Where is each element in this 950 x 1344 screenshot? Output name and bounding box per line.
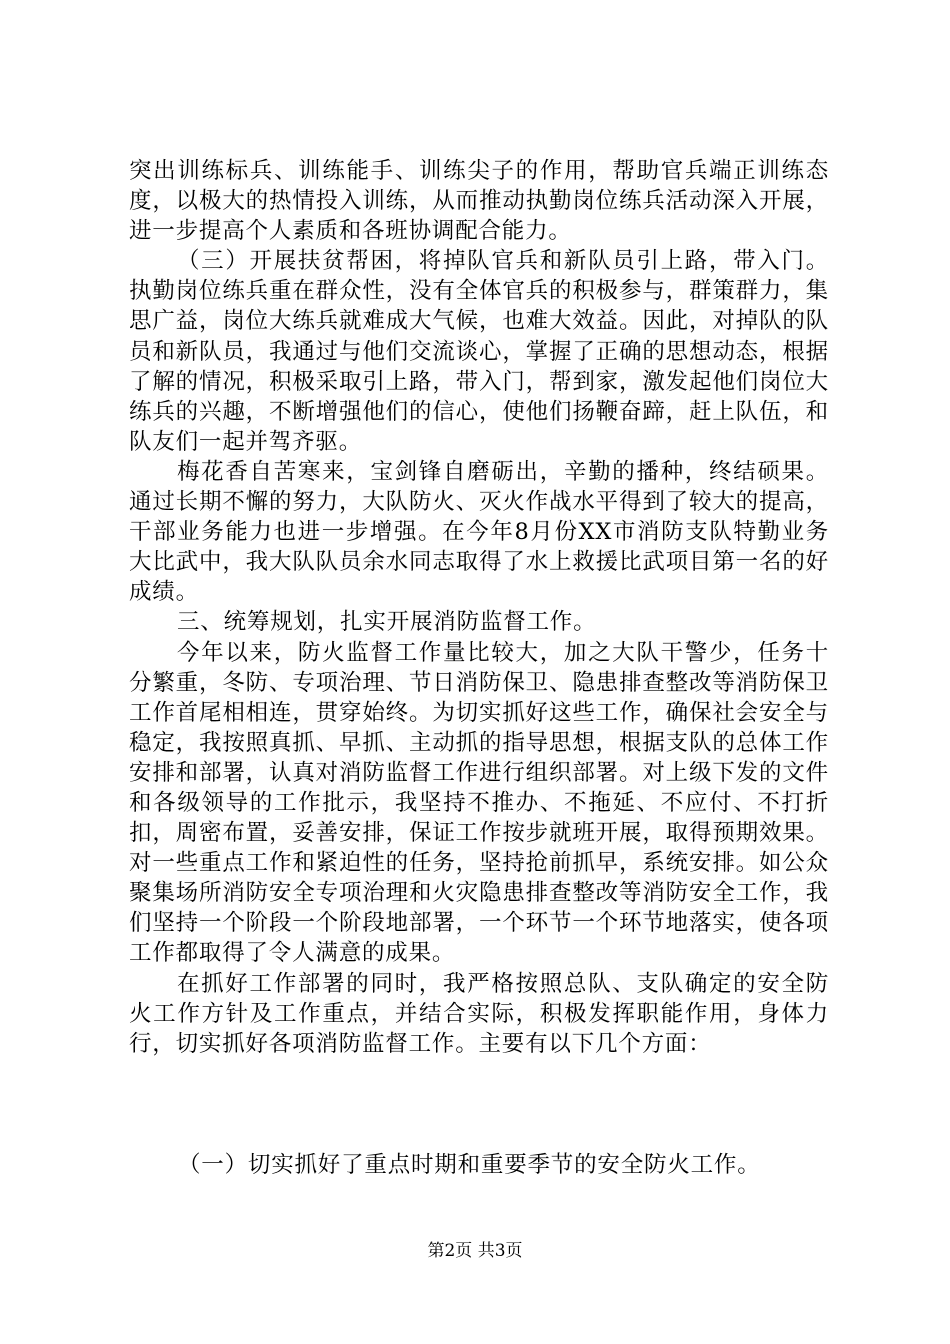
paragraph-3: 梅花香自苦寒来，宝剑锋自磨砺出，辛勤的播种，终结硕果。通过长期不懈的努力，大队防火、灭火作战水平得到了较大的提高，干部业务能力也进一步增强。在今年8月份XX市消防支队特勤业务大比武中，我大队队员余水同志取得了水上救援比武项目第一名的好成绩。 xyxy=(129,458,829,606)
page-footer: 第2页 共3页 xyxy=(427,1241,523,1261)
body-text xyxy=(129,156,829,1059)
paragraph-2: （三）开展扶贫帮困，将掉队官兵和新队员引上路，带入门。执勤岗位练兵重在群众性，没有全体官兵的积极参与，群策群力，集思广益，岗位大练兵就难成大气候，也难大效益。因此，对掉队的队员和新队员，我通过与他们交流谈心，掌握了正确的思想动态，根据了解的情况，积极采取引上路，带入门，帮到家，激发起他们岗位大练兵的兴趣，不断增强他们的信心，使他们扬鞭奋蹄，赶上队伍，和队友们一起并驾齐驱。 xyxy=(129,248,829,455)
section-three-heading: 三、统筹规划，扎实开展消防监督工作。 xyxy=(177,609,597,636)
paragraph-4: 今年以来，防火监督工作量比较大，加之大队干警少，任务十分繁重，冬防、专项治理、节日消防保卫、隐患排查整改等消防保卫工作首尾相相连，贯穿始终。为切实抓好这些工作，确保社会安全与稳定，我按照真抓、早抓、主动抓的指导思想，根据支队的总体工作安排和部署，认真对消防监督工作进行组织部署。对上级下发的文件和各级领导的工作批示，我坚持不推办、不拖延、不应付、不打折扣，周密布置，妥善安排，保证工作按步就班开展，取得预期效果。对一些重点工作和紧迫性的任务，坚持抢前抓早，系统安排。如公众聚集场所消防安全专项治理和火灾隐患排查整改等消防安全工作，我们坚持一个阶段一个阶段地部署，一个环节一个环节地落实，使各项工作都取得了令人满意的成果。 xyxy=(129,639,829,967)
paragraph-5: 在抓好工作部署的同时，我严格按照总队、支队确定的安全防火工作方针及工作重点，并结合实际，积极发挥职能作用，身体力行，切实抓好各项消防监督工作。主要有以下几个方面： xyxy=(129,970,829,1057)
paragraph-1: 突出训练标兵、训练能手、训练尖子的作用，帮助官兵端正训练态度，以极大的热情投入训练，从而推动执勤岗位练兵活动深入开展，进一步提高个人素质和各班协调配合能力。 xyxy=(129,158,829,245)
subsection-heading: （一）切实抓好了重点时期和重要季节的安全防火工作。 xyxy=(178,1152,761,1178)
